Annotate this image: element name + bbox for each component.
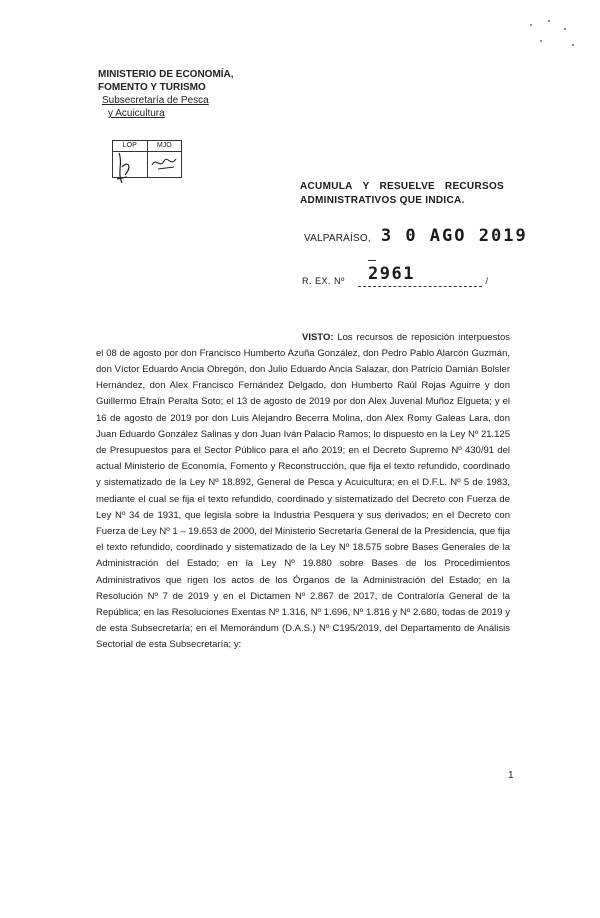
place-and-date (304, 226, 528, 246)
subject-word-1: ACUMULA (300, 181, 353, 192)
initials-cell-left (113, 141, 148, 177)
subject-word-2: Y (362, 181, 370, 192)
rex-number: 2961 (368, 264, 415, 284)
rex-underline (358, 286, 482, 287)
initials-left-label: LOP (113, 141, 147, 152)
subject-word-3: RESUELVE (379, 181, 436, 192)
initials-signature-left-icon (113, 149, 147, 189)
initials-cell-right (148, 141, 182, 177)
subject-word-4: RECURSOS (444, 181, 504, 192)
stamped-date: 3 0 AGO 2019 (380, 226, 528, 246)
place: VALPARAÍSO, (304, 233, 371, 244)
visto-label: VISTO: (302, 331, 334, 343)
scan-specks (520, 18, 580, 54)
resolution-subject (300, 180, 504, 208)
page-number: 1 (508, 770, 514, 781)
initials-box (112, 140, 182, 178)
dash-mark (368, 260, 376, 261)
resolution-number (302, 266, 512, 288)
initials-signature-right-icon (148, 149, 182, 177)
ministry-line-2: FOMENTO Y TURISMO (98, 82, 206, 93)
ministry-header (98, 68, 258, 120)
rex-slash: / (485, 276, 488, 286)
initials-right-label: MJO (148, 141, 182, 152)
visto-text: Los recursos de reposición interpuestos el 08 de agosto por don Francisco Humberto Azuña González, don Pedro Pablo Alarcón Guzmán, don Víctor Eduardo Ancia Obregón, don Julio Eduardo Ancia Salazar, don Patricio Damián Bolsler Hernández, don Alex Francisco Fernández Delgado, don Humberto Raúl Rojas Aguirre y don Guillermo Efraín Peralta Soto; el 13 de agosto de 2019 por don Alex Juvenal Muñoz Elgueta; y el 16 de agosto de 2019 por don Luis Alejandro Becerra Molina, don Alex Romy Galeas Lara, don Juan Eduardo González Salinas y don Juan Iván Palacio Ramos; lo dispuesto en la Ley Nº 21.125 de Presupuestos para el Sector Público para el año 2019; en el Decreto Supremo Nº 430/91 del actual Ministerio de Economía, Fomento y Reconstrucción, que fija el texto refundido, coordinado y sistematizado de la Ley Nº 18.892, General de Pesca y Acuicultura; en el D.F.L. Nº 5 de 1983, mediante el cual se fija el texto refundido, coordinado y sistematizado del Decreto con Fuerza de Ley Nº 34 de 1931, que legisla sobre la Industria Pesquera y sus derivados; en el Decreto con Fuerza de Ley Nº 1 – 19.653 de 2000, del Ministerio Secretaría General de la Presidencia, que fija el texto refundido, coordinado y sistematizado de la Ley Nº 18.575 sobre Bases Generales de la Administración del Estado; en la Ley Nº 19.880 sobre Bases de los Procedimientos Administrativos que rigen los actos de los Órganos de la Administración del Estado; en la Resolución Nº 7 de 2019 y en el Dictamen Nº 2.867 de 2017, de Contraloría General de la República; en las Resoluciones Exentas Nº 1.316, Nº 1.696, Nº 1.816 y Nº 2.680, todas de 2019 y de esta Subsecretaría; en el Memorándum (D.A.S.) Nº C195/2019, del Departamento de Análisis Sectorial de esta Subsecretaría; y: (96, 331, 510, 651)
subsecretaria-line-1: Subsecretaría de Pesca (102, 95, 209, 106)
ministry-line-1: MINISTERIO DE ECONOMÍA, (98, 69, 234, 80)
rex-label: R. EX. Nº (302, 276, 345, 286)
visto-paragraph (96, 330, 510, 654)
subject-line-2: ADMINISTRATIVOS QUE INDICA. (300, 195, 465, 206)
subsecretaria-line-2: y Acuicultura (108, 108, 165, 119)
